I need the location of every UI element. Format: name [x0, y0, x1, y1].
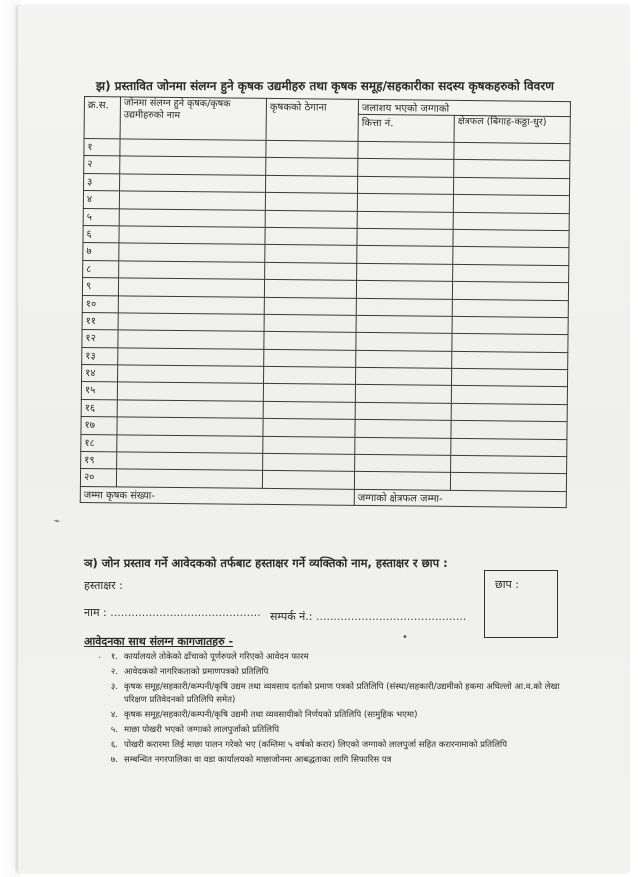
address-cell[interactable] — [264, 297, 356, 315]
address-cell[interactable] — [265, 193, 357, 211]
plot-cell[interactable] — [357, 246, 453, 264]
list-item-text: आवेदकको नागरिकताको प्रमाणपत्रको प्रतिलिपि — [124, 667, 269, 677]
plot-cell[interactable] — [358, 141, 454, 159]
name-cell[interactable] — [120, 156, 266, 175]
plot-cell[interactable] — [356, 280, 452, 298]
name-cell[interactable] — [119, 191, 265, 210]
plot-cell[interactable] — [357, 176, 453, 194]
area-cell[interactable] — [452, 351, 568, 370]
list-item-number: १. — [110, 652, 118, 662]
area-cell[interactable] — [453, 195, 569, 214]
area-cell[interactable] — [451, 368, 567, 387]
area-cell[interactable] — [453, 177, 569, 196]
name-cell[interactable] — [118, 330, 264, 349]
list-item-text: माछा पोखरी भएको जग्गाको लालपुर्जाको प्रतिलिपि — [124, 725, 280, 735]
list-item-number: २. — [110, 667, 118, 677]
name-cell[interactable] — [117, 382, 263, 401]
plot-cell[interactable] — [357, 211, 453, 229]
name-cell[interactable] — [118, 365, 264, 384]
address-cell[interactable] — [264, 280, 356, 298]
name-cell[interactable] — [116, 469, 262, 488]
address-cell[interactable] — [265, 175, 357, 193]
name-cell[interactable] — [120, 174, 266, 193]
list-item — [96, 666, 566, 679]
plot-cell[interactable] — [355, 385, 451, 403]
area-cell[interactable] — [452, 316, 568, 335]
page-margin — [0, 0, 20, 877]
attachments-title: आवेदनका साथ संलग्न कागजातहरु - — [84, 635, 234, 648]
name-cell[interactable] — [118, 348, 264, 367]
plot-cell[interactable] — [356, 315, 452, 333]
address-cell[interactable] — [265, 245, 357, 263]
area-cell[interactable] — [451, 386, 567, 405]
address-cell[interactable] — [263, 453, 355, 471]
row-number: १३ — [82, 347, 118, 365]
address-cell[interactable] — [263, 384, 355, 402]
row-number: १७ — [81, 417, 117, 435]
address-cell[interactable] — [263, 419, 355, 437]
address-cell[interactable] — [263, 436, 355, 454]
row-number: १२ — [82, 330, 118, 348]
header-address: कृषकको ठेगाना — [266, 98, 358, 141]
row-number: १६ — [81, 399, 117, 417]
area-cell[interactable] — [453, 229, 569, 248]
name-cell[interactable] — [119, 226, 265, 245]
list-item-number: ३. — [110, 682, 118, 692]
plot-cell[interactable] — [355, 420, 451, 438]
row-number: ९ — [82, 278, 118, 296]
row-number: ७ — [83, 243, 119, 261]
section-title: झ) प्रस्तावित जोनमा संलग्न हुने कृषक उद्यमीहरु तथा कृषक समूह/सहकारीका सदस्य कृषकहरुको विवरण — [96, 79, 554, 93]
plot-cell[interactable] — [355, 367, 451, 385]
name-cell[interactable] — [119, 243, 265, 262]
list-item-text: कृषक समूह/सहकारी/कम्पनी/कृषि उद्यम तथा व्यवसाय दर्ताको प्रमाण पत्रको प्रतिलिपि (संस्था/सहकारी/उद्यमीको हकमा अघिल्लो आ.व.को लेखा परिक्षण प्रतिवेदनको प्रतिलिपि समेत) — [124, 682, 560, 705]
area-cell[interactable] — [453, 247, 569, 266]
list-item-number: ६. — [110, 740, 118, 750]
name-cell[interactable] — [119, 208, 265, 227]
area-cell[interactable] — [453, 264, 569, 283]
name-cell[interactable] — [118, 295, 264, 314]
address-cell[interactable] — [266, 158, 358, 176]
list-item-number: ७. — [110, 755, 118, 765]
plot-cell[interactable] — [356, 298, 452, 316]
row-number: ६ — [83, 225, 119, 243]
name-cell[interactable] — [117, 400, 263, 419]
address-cell[interactable] — [262, 471, 354, 489]
header-plot: कित्ता नं. — [358, 114, 454, 142]
stamp-label: छाप : — [495, 578, 520, 591]
contact-field — [270, 609, 466, 624]
name-cell[interactable] — [118, 278, 264, 297]
row-number: १५ — [81, 382, 117, 400]
name-cell[interactable] — [117, 452, 263, 471]
list-item — [96, 724, 566, 737]
row-number: १४ — [82, 365, 118, 383]
list-item-text: पोखरी करारमा लिई माछा पालन गरेको भए (कम्तिमा ५ वर्षको करार) लिएको जग्गाको लालपुर्जा सहित करारनामाको प्रतिलिपि — [124, 740, 508, 750]
plot-cell[interactable] — [355, 454, 451, 472]
name-cell[interactable] — [117, 417, 263, 436]
name-dots: ........................................... — [110, 606, 261, 619]
address-cell[interactable] — [264, 332, 356, 350]
dot-mark: • — [402, 632, 408, 643]
attachments-list — [96, 651, 566, 769]
name-field — [84, 605, 261, 620]
row-number: ५ — [83, 208, 119, 226]
row-number: १९ — [81, 452, 117, 470]
list-item — [96, 681, 566, 707]
address-cell[interactable] — [265, 262, 357, 280]
address-cell[interactable] — [266, 140, 358, 158]
address-cell[interactable] — [265, 210, 357, 228]
area-cell[interactable] — [451, 455, 567, 474]
list-item-text: कार्यालयले तोकेको ढाँचाको पूर्णरुपले गरिएको आवेदन फारम — [124, 652, 309, 662]
list-item-number: ४. — [110, 710, 118, 720]
row-number: ३ — [84, 173, 120, 191]
row-number: २० — [80, 469, 116, 487]
name-cell[interactable] — [119, 261, 265, 280]
contact-label: सम्पर्क नं.: — [270, 610, 313, 623]
ink-mark: ⌁ — [54, 516, 61, 527]
area-cell[interactable] — [452, 334, 568, 353]
area-cell[interactable] — [452, 281, 568, 300]
list-item-text: कृषक समूह/सहकारी/कम्पनी/कृषि उद्यमी तथा व्यवसायीको निर्णयको प्रतिलिपि (सामुहिक भएमा) — [124, 710, 418, 720]
stamp-box — [484, 570, 558, 638]
header-name: जोनमा संलग्न हुने कृषक/कृषक उद्यमीहरुको नाम — [120, 97, 266, 141]
name-cell[interactable] — [118, 313, 264, 332]
row-number: १८ — [81, 434, 117, 452]
plot-cell[interactable] — [355, 437, 451, 455]
area-cell[interactable] — [454, 142, 570, 161]
list-item — [96, 739, 566, 752]
address-cell[interactable] — [265, 227, 357, 245]
row-number: ११ — [82, 312, 118, 330]
row-number: १ — [84, 139, 120, 157]
address-cell[interactable] — [263, 366, 355, 384]
row-number: ८ — [83, 260, 119, 278]
header-area: क्षेत्रफल (बिगाह-कठ्ठा-धुर) — [454, 115, 570, 143]
table-body — [80, 139, 570, 492]
header-sn: क्र.स. — [84, 97, 120, 139]
area-cell[interactable] — [451, 421, 567, 440]
row-number: ४ — [83, 191, 119, 209]
total-area-label: जग्गाको क्षेत्रफल जम्मा- — [354, 489, 566, 507]
area-cell[interactable] — [453, 212, 569, 231]
area-cell[interactable] — [454, 160, 570, 179]
area-cell[interactable] — [451, 403, 567, 422]
total-farmers-label: जम्मा कृषक संख्या- — [80, 486, 354, 505]
area-cell[interactable] — [452, 299, 568, 318]
farmer-details-table — [80, 96, 571, 508]
area-cell[interactable] — [451, 438, 567, 457]
row-number: २ — [84, 156, 120, 174]
plot-cell[interactable] — [354, 472, 450, 490]
plot-cell[interactable] — [355, 402, 451, 420]
name-cell[interactable] — [117, 435, 263, 454]
plot-cell[interactable] — [356, 350, 452, 368]
contact-dots: ........................................... — [315, 610, 467, 623]
signature-label: हस्ताक्षर : — [84, 579, 123, 592]
address-cell[interactable] — [263, 401, 355, 419]
plot-cell[interactable] — [356, 333, 452, 351]
name-cell[interactable] — [120, 139, 266, 158]
header-land-group: जलाशय भएको जग्गाको — [358, 99, 570, 116]
bullet-mark: . — [98, 650, 102, 661]
area-cell[interactable] — [450, 473, 566, 492]
list-item — [96, 709, 566, 722]
plot-cell[interactable] — [357, 228, 453, 246]
list-item — [96, 651, 566, 664]
name-label: नाम : — [84, 606, 107, 619]
address-cell[interactable] — [264, 314, 356, 332]
row-number: १० — [82, 295, 118, 313]
list-item-number: ५. — [110, 725, 118, 735]
plot-cell[interactable] — [357, 194, 453, 212]
plot-cell[interactable] — [358, 159, 454, 177]
plot-cell[interactable] — [357, 263, 453, 281]
list-item-text: सम्बन्धित नगरपालिका वा वडा कार्यालयको माछाजोनमा आबद्धताका लागि सिफारिस पत्र — [124, 755, 392, 765]
signature-section-title: ञ) जोन प्रस्ताव गर्ने आवेदकको तर्फबाट हस्ताक्षर गर्ने व्यक्तिको नाम, हस्ताक्षर र छाप : — [84, 556, 448, 570]
address-cell[interactable] — [264, 349, 356, 367]
list-item — [96, 754, 566, 767]
